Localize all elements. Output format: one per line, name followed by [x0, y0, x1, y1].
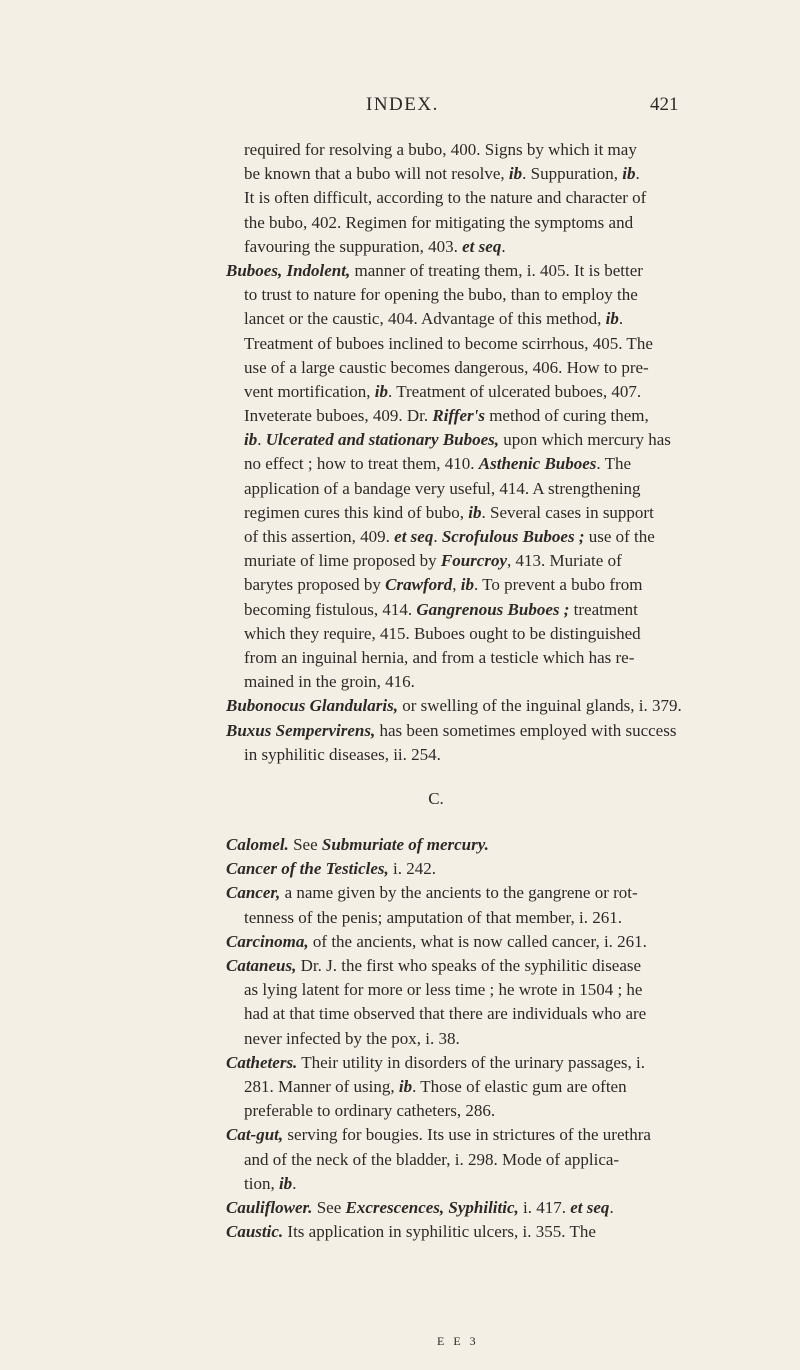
- entry-heading: Cancer of the Testicles,: [226, 859, 389, 879]
- text-line: [226, 549, 646, 573]
- text-run: . Treatment of ulcerated buboes, 407.: [388, 381, 642, 401]
- text-run: .: [257, 430, 266, 450]
- text-line: [226, 307, 646, 331]
- index-entry-buxus: [226, 719, 677, 743]
- entry-heading: Calomel.: [226, 835, 289, 855]
- text-run: the bubo, 402. Regimen for mitigating the symptoms and: [244, 212, 634, 232]
- text-run: Their utility in disorders of the urinary passages, i.: [297, 1052, 645, 1072]
- text-run: in syphilitic diseases, ii. 254.: [244, 744, 441, 764]
- text-run: had at that time observed that there are individuals who are: [244, 1004, 647, 1024]
- entry-heading: Cauliflower.: [226, 1197, 313, 1217]
- text-line: [226, 380, 646, 404]
- text-run: 281. Manner of using,: [244, 1076, 399, 1096]
- text-run: of this assertion, 409.: [244, 527, 395, 546]
- text-run: becoming fistulous, 414.: [244, 599, 417, 619]
- text-line: [226, 1075, 646, 1099]
- text-run: application of a bandage very useful, 414. A strengthening: [244, 478, 641, 498]
- text-line: [226, 211, 646, 235]
- text-run: ib: [460, 575, 474, 595]
- section-letter: C.: [428, 788, 444, 808]
- text-run: vent mortification,: [244, 381, 375, 401]
- text-run: .: [635, 164, 640, 184]
- text-run: Riffer's: [432, 406, 485, 426]
- text-line: [226, 1027, 646, 1051]
- text-line: [226, 452, 646, 476]
- text-run: Inveterate buboes, 409. Dr.: [244, 406, 433, 426]
- text-run: required for resolving a bubo, 400. Signs by which it may: [244, 140, 637, 159]
- text-run: Crawford: [385, 575, 453, 595]
- text-run: a name given by the ancients to the gangrene or rot-: [280, 883, 638, 903]
- text-run: ib: [508, 164, 523, 184]
- index-text: [226, 138, 682, 1244]
- text-run: See: [312, 1197, 346, 1217]
- text-run: treatment: [569, 599, 638, 619]
- text-run: Treatment of buboes inclined to become scirrhous, 405. The: [244, 333, 653, 353]
- text-run: ib: [605, 309, 619, 329]
- text-run: ib: [468, 502, 482, 522]
- entry-heading: Buboes, Indolent,: [226, 260, 351, 280]
- text-line: [226, 573, 646, 597]
- text-line: [226, 622, 646, 646]
- text-line: [226, 598, 646, 622]
- index-entry-carcinoma: [226, 930, 646, 954]
- text-line: [226, 525, 655, 549]
- text-run: as lying latent for more or less time ; he wrote in 1504 ; he: [244, 980, 643, 1000]
- text-run: ,: [452, 575, 461, 595]
- text-run: . To prevent a bubo from: [473, 575, 643, 595]
- text-line: [226, 332, 653, 356]
- text-line: [226, 501, 654, 525]
- text-run: no effect ; how to treat them, 410.: [244, 454, 479, 474]
- text-run: . Those of elastic gum are often: [412, 1076, 627, 1096]
- index-entry-bubonocus: [226, 694, 682, 718]
- text-run: lancet or the caustic, 404. Advantage of this method,: [244, 309, 606, 329]
- text-run: Ulcerated and stationary Buboes,: [265, 430, 500, 450]
- text-run: i. 242.: [388, 859, 436, 879]
- entry-heading: Carcinoma,: [226, 931, 309, 951]
- running-head: INDEX.: [366, 94, 439, 115]
- text-run: mained in the groin, 416.: [244, 672, 415, 692]
- entry-heading: Cancer,: [226, 883, 281, 903]
- text-run: ib: [244, 430, 258, 450]
- text-line: [226, 743, 646, 767]
- text-run: has been sometimes employed with success: [375, 720, 677, 740]
- index-entry-catheters: [226, 1051, 646, 1075]
- text-line: [226, 356, 649, 380]
- text-line: [226, 283, 646, 307]
- text-run: Scrofulous Buboes ;: [441, 527, 585, 546]
- text-run: . Several cases in support: [481, 502, 654, 522]
- text-run: tenness of the penis; amputation of that member, i. 261.: [244, 907, 622, 927]
- text-run: to trust to nature for opening the bubo, than to employ the: [244, 285, 638, 305]
- text-run: , 413. Muriate of: [507, 551, 622, 571]
- text-run: ib: [622, 164, 636, 184]
- entry-heading: Caustic.: [226, 1222, 284, 1242]
- text-line: [226, 138, 646, 162]
- text-run: use of a large caustic becomes dangerous, 406. How to pre-: [244, 357, 649, 377]
- page-number: 421: [650, 94, 679, 115]
- text-run: It is often difficult, according to the nature and character of: [244, 188, 647, 208]
- entry-heading: Cataneus,: [226, 956, 297, 975]
- text-run: never infected by the pox, i. 38.: [244, 1028, 460, 1048]
- index-entry-cataneus: [226, 954, 646, 978]
- text-run: .: [609, 1197, 614, 1217]
- text-run: Excrescences, Syphilitic,: [345, 1197, 519, 1217]
- text-line: [226, 670, 646, 694]
- signature-mark: E E 3: [437, 1334, 479, 1348]
- text-run: muriate of lime proposed by: [244, 551, 441, 571]
- text-run: See: [288, 835, 322, 855]
- text-run: upon which mercury has: [499, 430, 671, 450]
- index-entry-calomel: [226, 833, 646, 857]
- text-run: Asthenic Buboes: [478, 454, 597, 474]
- text-run: ib: [278, 1173, 293, 1193]
- text-run: Dr. J. the first who speaks of the syphilitic disease: [296, 956, 642, 975]
- index-entry-cancer-testicles: [226, 857, 646, 881]
- text-run: serving for bougies. Its use in strictures of the urethra: [283, 1125, 651, 1145]
- text-line: [226, 1172, 646, 1196]
- text-run: Fourcroy: [440, 551, 507, 571]
- text-line: [226, 162, 646, 186]
- text-line: [226, 1099, 646, 1123]
- index-entry-cat-gut: [226, 1123, 651, 1147]
- text-run: .: [292, 1173, 297, 1193]
- entry-heading: Buxus Sempervirens,: [226, 720, 376, 740]
- text-run: from an inguinal hernia, and from a testicle which has re-: [244, 647, 635, 667]
- text-run: of the ancients, what is now called cancer, i. 261.: [308, 931, 647, 951]
- text-run: method of curing them,: [484, 406, 649, 426]
- text-run: ib: [398, 1076, 413, 1096]
- text-run: i. 417.: [518, 1197, 571, 1217]
- text-line: [226, 1002, 646, 1026]
- text-run: be known that a bubo will not resolve,: [244, 164, 509, 184]
- text-run: .: [433, 527, 442, 546]
- text-line: [226, 235, 646, 259]
- entry-heading: Catheters.: [226, 1052, 298, 1072]
- text-line: [226, 404, 649, 428]
- entry-heading: Cat-gut,: [226, 1125, 284, 1145]
- text-line: [226, 978, 646, 1002]
- text-run: favouring the suppuration, 403.: [244, 236, 463, 256]
- text-line: [226, 646, 646, 670]
- text-line: [226, 1148, 646, 1172]
- text-run: et seq: [462, 236, 502, 256]
- text-run: . Suppuration,: [522, 164, 623, 184]
- text-run: Submuriate of mercury.: [321, 835, 489, 855]
- text-run: Its application in syphilitic ulcers, i. 355. The: [283, 1222, 596, 1242]
- page-header: [0, 94, 800, 124]
- text-run: which they require, 415. Buboes ought to be distinguished: [244, 623, 641, 643]
- text-run: et seq: [394, 527, 434, 546]
- text-run: tion,: [244, 1173, 279, 1193]
- text-line: [226, 906, 646, 930]
- text-run: use of the: [584, 527, 655, 546]
- text-run: .: [501, 236, 506, 256]
- text-run: or swelling of the inguinal glands, i. 379.: [397, 696, 682, 716]
- text-run: manner of treating them, i. 405. It is better: [350, 260, 643, 280]
- text-run: .: [618, 309, 624, 329]
- index-entry-caustic: [226, 1220, 646, 1244]
- text-line: [226, 477, 646, 501]
- text-run: et seq: [570, 1197, 610, 1217]
- index-entry-cauliflower: [226, 1196, 646, 1220]
- index-entry-buboes-indolent: [226, 259, 646, 283]
- text-line: [226, 428, 671, 452]
- text-run: preferable to ordinary catheters, 286.: [244, 1101, 496, 1121]
- text-run: barytes proposed by: [244, 575, 386, 595]
- entry-heading: Bubonocus Glandularis,: [226, 696, 398, 716]
- index-entry-cancer: [226, 881, 646, 905]
- text-line: [226, 186, 646, 210]
- text-run: Gangrenous Buboes ;: [416, 599, 570, 619]
- text-run: . The: [596, 454, 632, 474]
- text-run: ib: [374, 381, 389, 401]
- text-run: and of the neck of the bladder, i. 298. Mode of applica-: [244, 1149, 620, 1169]
- text-run: regimen cures this kind of bubo,: [244, 502, 469, 522]
